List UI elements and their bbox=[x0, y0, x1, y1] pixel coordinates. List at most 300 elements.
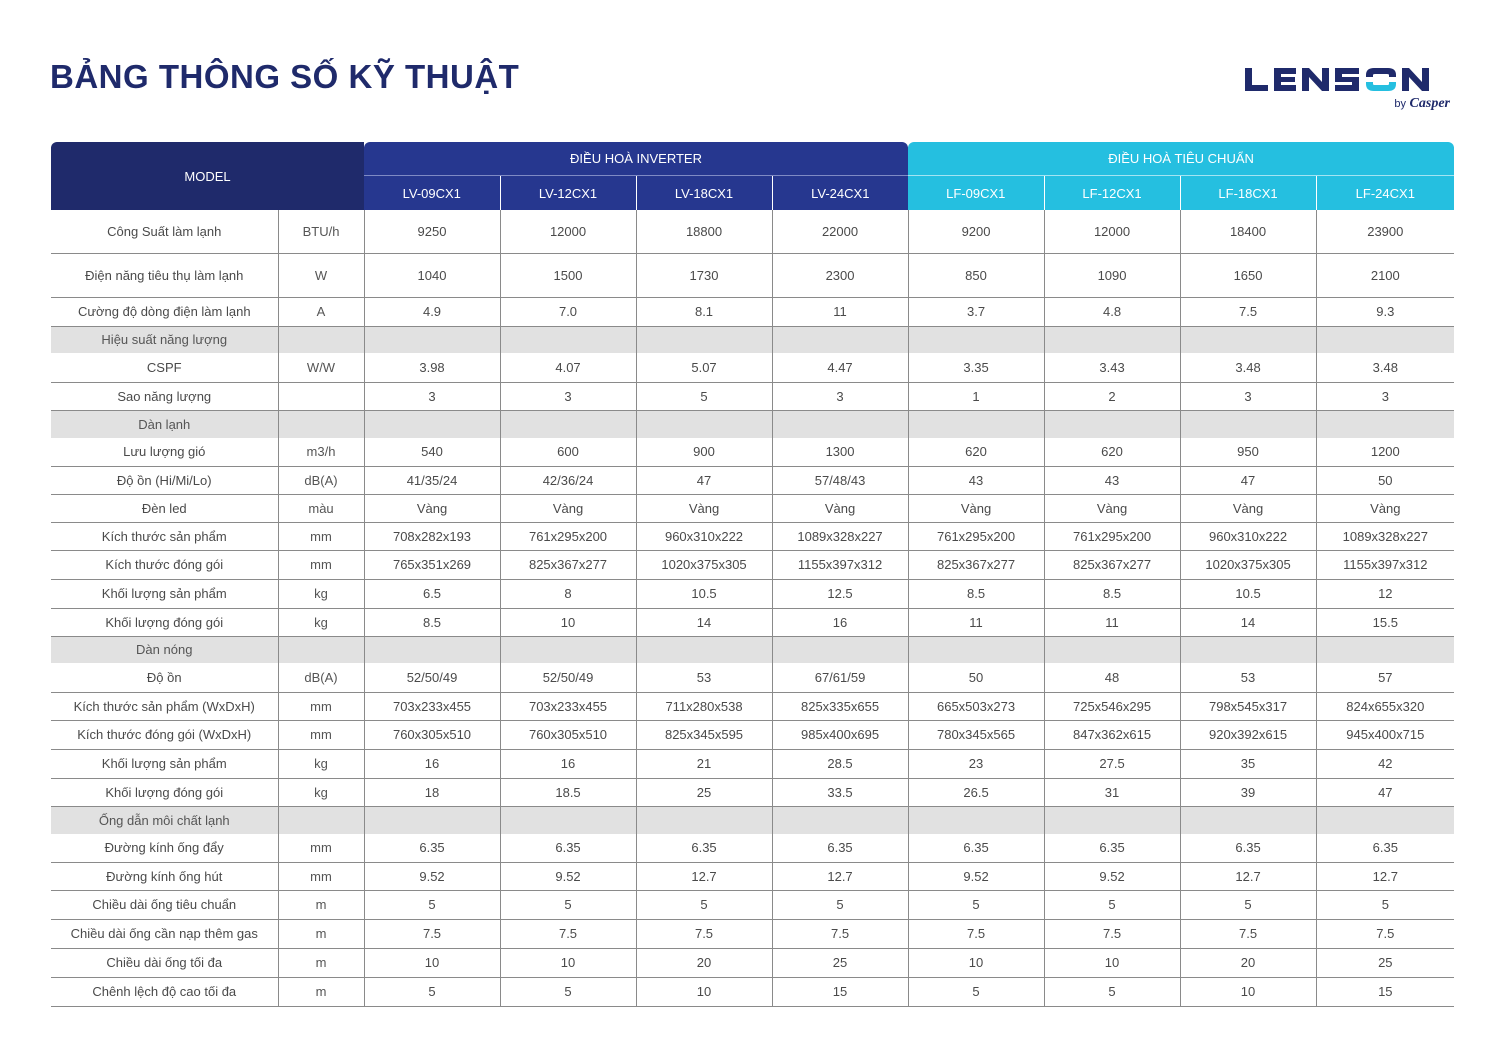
section-row bbox=[51, 326, 1454, 353]
row-label: Lưu lượng gió bbox=[51, 438, 278, 466]
model-header: MODEL bbox=[51, 142, 364, 210]
table-row bbox=[51, 692, 1454, 720]
table-row bbox=[51, 210, 1454, 253]
value-cell: 25 bbox=[1316, 948, 1454, 977]
value-cell: 6.35 bbox=[1180, 834, 1316, 862]
row-unit: kg bbox=[278, 778, 364, 806]
table-row bbox=[51, 253, 1454, 297]
value-cell: 1089x328x227 bbox=[772, 522, 908, 550]
value-cell: 18 bbox=[364, 778, 500, 806]
value-cell bbox=[1316, 410, 1454, 438]
table-row bbox=[51, 522, 1454, 550]
value-cell: 3.48 bbox=[1180, 353, 1316, 382]
spec-table bbox=[51, 142, 1454, 1007]
model-col-header: LF-12CX1 bbox=[1044, 176, 1180, 211]
value-cell: 3 bbox=[364, 382, 500, 410]
model-col-header: LV-18CX1 bbox=[636, 176, 772, 211]
row-unit: dB(A) bbox=[278, 663, 364, 692]
value-cell: 7.5 bbox=[1316, 919, 1454, 948]
value-cell bbox=[1180, 806, 1316, 834]
value-cell: 28.5 bbox=[772, 749, 908, 778]
value-cell bbox=[1044, 636, 1180, 663]
value-cell: 12.7 bbox=[1316, 862, 1454, 890]
value-cell: 3.43 bbox=[1044, 353, 1180, 382]
value-cell: 920x392x615 bbox=[1180, 720, 1316, 749]
value-cell: 50 bbox=[1316, 466, 1454, 494]
value-cell bbox=[364, 410, 500, 438]
row-unit: mm bbox=[278, 720, 364, 749]
row-unit: m bbox=[278, 919, 364, 948]
value-cell: 10.5 bbox=[636, 579, 772, 608]
section-row bbox=[51, 410, 1454, 438]
value-cell: 5 bbox=[500, 977, 636, 1006]
value-cell: 7.5 bbox=[1044, 919, 1180, 948]
spec-table-body bbox=[51, 210, 1454, 1006]
value-cell: 8.5 bbox=[1044, 579, 1180, 608]
value-cell: 53 bbox=[636, 663, 772, 692]
value-cell: 5 bbox=[908, 890, 1044, 919]
brand-byline bbox=[1394, 96, 1450, 112]
value-cell: 8.5 bbox=[908, 579, 1044, 608]
row-label: Kích thước sản phẩm bbox=[51, 522, 278, 550]
value-cell: 3 bbox=[500, 382, 636, 410]
table-row bbox=[51, 608, 1454, 636]
value-cell: 5 bbox=[1316, 890, 1454, 919]
row-unit: mm bbox=[278, 550, 364, 579]
value-cell bbox=[364, 636, 500, 663]
row-unit: W bbox=[278, 253, 364, 297]
value-cell: 6.35 bbox=[364, 834, 500, 862]
value-cell: 50 bbox=[908, 663, 1044, 692]
group-inverter-header: ĐIỀU HOÀ INVERTER bbox=[364, 142, 908, 176]
row-unit: m3/h bbox=[278, 438, 364, 466]
value-cell: 18400 bbox=[1180, 210, 1316, 253]
value-cell: 23900 bbox=[1316, 210, 1454, 253]
table-row bbox=[51, 834, 1454, 862]
row-label: Đường kính ống hút bbox=[51, 862, 278, 890]
value-cell: 725x546x295 bbox=[1044, 692, 1180, 720]
value-cell: 20 bbox=[1180, 948, 1316, 977]
table-row bbox=[51, 919, 1454, 948]
row-unit: mm bbox=[278, 692, 364, 720]
value-cell bbox=[1180, 636, 1316, 663]
value-cell: 3.98 bbox=[364, 353, 500, 382]
value-cell: 3.48 bbox=[1316, 353, 1454, 382]
row-unit: W/W bbox=[278, 353, 364, 382]
value-cell bbox=[636, 326, 772, 353]
value-cell: 600 bbox=[500, 438, 636, 466]
value-cell: 12.5 bbox=[772, 579, 908, 608]
row-unit: mm bbox=[278, 862, 364, 890]
value-cell: 5 bbox=[636, 382, 772, 410]
value-cell: 5 bbox=[1180, 890, 1316, 919]
section-label: Dàn lạnh bbox=[51, 410, 278, 438]
row-label: Chênh lệch độ cao tối đa bbox=[51, 977, 278, 1006]
value-cell: 57/48/43 bbox=[772, 466, 908, 494]
value-cell: 850 bbox=[908, 253, 1044, 297]
value-cell: 9200 bbox=[908, 210, 1044, 253]
brand-logo bbox=[1242, 62, 1454, 118]
row-label: Đèn led bbox=[51, 494, 278, 522]
value-cell: 1020x375x305 bbox=[1180, 550, 1316, 579]
value-cell: 1 bbox=[908, 382, 1044, 410]
value-cell: 18.5 bbox=[500, 778, 636, 806]
value-cell: 12000 bbox=[1044, 210, 1180, 253]
value-cell: 5 bbox=[500, 890, 636, 919]
value-cell: 14 bbox=[1180, 608, 1316, 636]
row-label: Chiều dài ống tiêu chuẩn bbox=[51, 890, 278, 919]
row-unit bbox=[278, 636, 364, 663]
value-cell: 16 bbox=[364, 749, 500, 778]
value-cell: 47 bbox=[636, 466, 772, 494]
section-label: Hiệu suất năng lượng bbox=[51, 326, 278, 353]
page-title: BẢNG THÔNG SỐ KỸ THUẬT bbox=[50, 58, 520, 95]
value-cell: 11 bbox=[772, 297, 908, 326]
value-cell: 15 bbox=[772, 977, 908, 1006]
value-cell: 7.5 bbox=[636, 919, 772, 948]
value-cell: 10 bbox=[500, 948, 636, 977]
value-cell: 26.5 bbox=[908, 778, 1044, 806]
value-cell: 825x367x277 bbox=[500, 550, 636, 579]
section-label: Dàn nóng bbox=[51, 636, 278, 663]
value-cell bbox=[1180, 326, 1316, 353]
value-cell: 7.5 bbox=[772, 919, 908, 948]
value-cell: 761x295x200 bbox=[1044, 522, 1180, 550]
value-cell bbox=[908, 806, 1044, 834]
row-unit: m bbox=[278, 977, 364, 1006]
value-cell: 711x280x538 bbox=[636, 692, 772, 720]
value-cell: 620 bbox=[908, 438, 1044, 466]
value-cell: 25 bbox=[636, 778, 772, 806]
table-row bbox=[51, 749, 1454, 778]
value-cell bbox=[908, 410, 1044, 438]
value-cell: 825x367x277 bbox=[908, 550, 1044, 579]
value-cell bbox=[908, 326, 1044, 353]
value-cell: 6.35 bbox=[1316, 834, 1454, 862]
model-col-header: LF-09CX1 bbox=[908, 176, 1044, 211]
value-cell: 12.7 bbox=[636, 862, 772, 890]
value-cell: 43 bbox=[908, 466, 1044, 494]
value-cell: 3 bbox=[1180, 382, 1316, 410]
value-cell: Vàng bbox=[500, 494, 636, 522]
row-unit bbox=[278, 410, 364, 438]
model-col-header: LF-18CX1 bbox=[1180, 176, 1316, 211]
value-cell: 620 bbox=[1044, 438, 1180, 466]
value-cell: 2100 bbox=[1316, 253, 1454, 297]
value-cell bbox=[500, 806, 636, 834]
value-cell: 11 bbox=[1044, 608, 1180, 636]
value-cell: 67/61/59 bbox=[772, 663, 908, 692]
value-cell: 15.5 bbox=[1316, 608, 1454, 636]
value-cell: 47 bbox=[1180, 466, 1316, 494]
value-cell: 1089x328x227 bbox=[1316, 522, 1454, 550]
value-cell: 7.5 bbox=[364, 919, 500, 948]
group-standard-header: ĐIỀU HOÀ TIÊU CHUẨN bbox=[908, 142, 1454, 176]
row-unit bbox=[278, 382, 364, 410]
value-cell: 960x310x222 bbox=[1180, 522, 1316, 550]
value-cell: 8 bbox=[500, 579, 636, 608]
value-cell: 12000 bbox=[500, 210, 636, 253]
value-cell: Vàng bbox=[1044, 494, 1180, 522]
value-cell bbox=[772, 410, 908, 438]
value-cell: 25 bbox=[772, 948, 908, 977]
table-row bbox=[51, 438, 1454, 466]
value-cell: 7.5 bbox=[1180, 919, 1316, 948]
value-cell: 985x400x695 bbox=[772, 720, 908, 749]
value-cell: 23 bbox=[908, 749, 1044, 778]
value-cell: 10 bbox=[364, 948, 500, 977]
value-cell: 33.5 bbox=[772, 778, 908, 806]
value-cell: 1730 bbox=[636, 253, 772, 297]
value-cell: 10 bbox=[1044, 948, 1180, 977]
table-row bbox=[51, 297, 1454, 326]
value-cell: 760x305x510 bbox=[364, 720, 500, 749]
value-cell: 10.5 bbox=[1180, 579, 1316, 608]
value-cell: 824x655x320 bbox=[1316, 692, 1454, 720]
value-cell bbox=[636, 636, 772, 663]
value-cell: 4.9 bbox=[364, 297, 500, 326]
value-cell: 5 bbox=[908, 977, 1044, 1006]
row-unit: mm bbox=[278, 834, 364, 862]
table-row bbox=[51, 382, 1454, 410]
value-cell: 825x335x655 bbox=[772, 692, 908, 720]
value-cell: 42/36/24 bbox=[500, 466, 636, 494]
value-cell: 41/35/24 bbox=[364, 466, 500, 494]
brand-by: by bbox=[1394, 98, 1407, 110]
value-cell: 765x351x269 bbox=[364, 550, 500, 579]
value-cell: 760x305x510 bbox=[500, 720, 636, 749]
value-cell: 1155x397x312 bbox=[1316, 550, 1454, 579]
value-cell: Vàng bbox=[1180, 494, 1316, 522]
value-cell: 6.35 bbox=[908, 834, 1044, 862]
brand-casper: Casper bbox=[1409, 96, 1450, 111]
row-unit: mm bbox=[278, 522, 364, 550]
value-cell: 4.47 bbox=[772, 353, 908, 382]
value-cell: Vàng bbox=[908, 494, 1044, 522]
value-cell: 20 bbox=[636, 948, 772, 977]
value-cell bbox=[1044, 806, 1180, 834]
row-label: Độ ồn bbox=[51, 663, 278, 692]
value-cell: 52/50/49 bbox=[500, 663, 636, 692]
value-cell: 9.52 bbox=[364, 862, 500, 890]
row-label: Kích thước đóng gói bbox=[51, 550, 278, 579]
table-row bbox=[51, 720, 1454, 749]
model-col-header: LV-12CX1 bbox=[500, 176, 636, 211]
model-col-header: LV-09CX1 bbox=[364, 176, 500, 211]
value-cell: 7.5 bbox=[908, 919, 1044, 948]
row-label: Sao năng lượng bbox=[51, 382, 278, 410]
row-label: Chiều dài ống cần nạp thêm gas bbox=[51, 919, 278, 948]
value-cell: 900 bbox=[636, 438, 772, 466]
value-cell: 665x503x273 bbox=[908, 692, 1044, 720]
table-row bbox=[51, 890, 1454, 919]
table-row bbox=[51, 778, 1454, 806]
value-cell: 9.52 bbox=[1044, 862, 1180, 890]
value-cell: 5 bbox=[364, 977, 500, 1006]
value-cell: 42 bbox=[1316, 749, 1454, 778]
value-cell: 5 bbox=[1044, 977, 1180, 1006]
value-cell: Vàng bbox=[1316, 494, 1454, 522]
value-cell: 48 bbox=[1044, 663, 1180, 692]
row-unit: BTU/h bbox=[278, 210, 364, 253]
table-row bbox=[51, 948, 1454, 977]
value-cell: 3.7 bbox=[908, 297, 1044, 326]
value-cell bbox=[772, 326, 908, 353]
value-cell bbox=[364, 806, 500, 834]
value-cell: 9.3 bbox=[1316, 297, 1454, 326]
row-unit: kg bbox=[278, 579, 364, 608]
lenson-wordmark bbox=[1242, 62, 1454, 96]
value-cell: Vàng bbox=[636, 494, 772, 522]
value-cell bbox=[1316, 806, 1454, 834]
value-cell: 4.07 bbox=[500, 353, 636, 382]
table-row bbox=[51, 353, 1454, 382]
row-label: Khối lượng đóng gói bbox=[51, 608, 278, 636]
value-cell: 708x282x193 bbox=[364, 522, 500, 550]
value-cell: 21 bbox=[636, 749, 772, 778]
value-cell bbox=[772, 636, 908, 663]
value-cell: 31 bbox=[1044, 778, 1180, 806]
row-unit: m bbox=[278, 948, 364, 977]
value-cell: 960x310x222 bbox=[636, 522, 772, 550]
table-row bbox=[51, 977, 1454, 1006]
value-cell: 5.07 bbox=[636, 353, 772, 382]
section-row bbox=[51, 806, 1454, 834]
value-cell: 1500 bbox=[500, 253, 636, 297]
value-cell: 6.35 bbox=[1044, 834, 1180, 862]
value-cell: 35 bbox=[1180, 749, 1316, 778]
value-cell: 18800 bbox=[636, 210, 772, 253]
value-cell: 9.52 bbox=[500, 862, 636, 890]
value-cell: 2300 bbox=[772, 253, 908, 297]
table-row bbox=[51, 663, 1454, 692]
value-cell bbox=[772, 806, 908, 834]
row-label: Cường độ dòng điện làm lạnh bbox=[51, 297, 278, 326]
row-unit: màu bbox=[278, 494, 364, 522]
row-unit: m bbox=[278, 890, 364, 919]
value-cell: 5 bbox=[772, 890, 908, 919]
value-cell bbox=[500, 326, 636, 353]
value-cell: 5 bbox=[364, 890, 500, 919]
table-row bbox=[51, 494, 1454, 522]
value-cell bbox=[500, 636, 636, 663]
value-cell: 3 bbox=[1316, 382, 1454, 410]
table-row bbox=[51, 579, 1454, 608]
value-cell: 798x545x317 bbox=[1180, 692, 1316, 720]
value-cell: 9250 bbox=[364, 210, 500, 253]
value-cell: 12 bbox=[1316, 579, 1454, 608]
row-unit: kg bbox=[278, 749, 364, 778]
value-cell: 945x400x715 bbox=[1316, 720, 1454, 749]
row-unit bbox=[278, 806, 364, 834]
value-cell: 5 bbox=[636, 890, 772, 919]
row-label: Kích thước đóng gói (WxDxH) bbox=[51, 720, 278, 749]
value-cell: 57 bbox=[1316, 663, 1454, 692]
row-label: Chiều dài ống tối đa bbox=[51, 948, 278, 977]
row-label: Khối lượng sản phẩm bbox=[51, 749, 278, 778]
table-row bbox=[51, 550, 1454, 579]
value-cell: 6.35 bbox=[500, 834, 636, 862]
value-cell: 703x233x455 bbox=[500, 692, 636, 720]
table-row bbox=[51, 862, 1454, 890]
value-cell bbox=[1316, 326, 1454, 353]
row-label: Khối lượng đóng gói bbox=[51, 778, 278, 806]
value-cell: 6.35 bbox=[636, 834, 772, 862]
row-unit: dB(A) bbox=[278, 466, 364, 494]
value-cell bbox=[500, 410, 636, 438]
value-cell: 10 bbox=[636, 977, 772, 1006]
value-cell: 16 bbox=[772, 608, 908, 636]
row-unit: kg bbox=[278, 608, 364, 636]
value-cell: 53 bbox=[1180, 663, 1316, 692]
row-label: Điện năng tiêu thụ làm lạnh bbox=[51, 253, 278, 297]
table-row bbox=[51, 466, 1454, 494]
value-cell: 8.1 bbox=[636, 297, 772, 326]
value-cell bbox=[636, 410, 772, 438]
model-col-header: LV-24CX1 bbox=[772, 176, 908, 211]
section-label: Ống dẫn môi chất lạnh bbox=[51, 806, 278, 834]
section-row bbox=[51, 636, 1454, 663]
value-cell: 10 bbox=[908, 948, 1044, 977]
row-label: Công Suất làm lạnh bbox=[51, 210, 278, 253]
value-cell bbox=[636, 806, 772, 834]
value-cell: 1155x397x312 bbox=[772, 550, 908, 579]
value-cell: 1300 bbox=[772, 438, 908, 466]
value-cell: Vàng bbox=[772, 494, 908, 522]
model-col-header: LF-24CX1 bbox=[1316, 176, 1454, 211]
value-cell: 11 bbox=[908, 608, 1044, 636]
value-cell: 16 bbox=[500, 749, 636, 778]
value-cell: 761x295x200 bbox=[500, 522, 636, 550]
value-cell bbox=[908, 636, 1044, 663]
value-cell: 761x295x200 bbox=[908, 522, 1044, 550]
value-cell bbox=[1180, 410, 1316, 438]
value-cell: 12.7 bbox=[1180, 862, 1316, 890]
row-unit: A bbox=[278, 297, 364, 326]
value-cell: 3 bbox=[772, 382, 908, 410]
value-cell: 15 bbox=[1316, 977, 1454, 1006]
value-cell: 10 bbox=[1180, 977, 1316, 1006]
value-cell: 1200 bbox=[1316, 438, 1454, 466]
value-cell bbox=[1044, 326, 1180, 353]
value-cell: 540 bbox=[364, 438, 500, 466]
value-cell: 950 bbox=[1180, 438, 1316, 466]
value-cell: 1090 bbox=[1044, 253, 1180, 297]
value-cell: 47 bbox=[1316, 778, 1454, 806]
value-cell: 703x233x455 bbox=[364, 692, 500, 720]
value-cell: 780x345x565 bbox=[908, 720, 1044, 749]
value-cell bbox=[1316, 636, 1454, 663]
value-cell: 4.8 bbox=[1044, 297, 1180, 326]
value-cell: 1650 bbox=[1180, 253, 1316, 297]
value-cell bbox=[1044, 410, 1180, 438]
value-cell: 12.7 bbox=[772, 862, 908, 890]
value-cell: 7.0 bbox=[500, 297, 636, 326]
value-cell: 5 bbox=[1044, 890, 1180, 919]
value-cell: 847x362x615 bbox=[1044, 720, 1180, 749]
row-unit bbox=[278, 326, 364, 353]
row-label: Độ ồn (Hi/Mi/Lo) bbox=[51, 466, 278, 494]
value-cell: 825x345x595 bbox=[636, 720, 772, 749]
value-cell: 14 bbox=[636, 608, 772, 636]
value-cell bbox=[364, 326, 500, 353]
value-cell: 22000 bbox=[772, 210, 908, 253]
value-cell: 10 bbox=[500, 608, 636, 636]
value-cell: 3.35 bbox=[908, 353, 1044, 382]
value-cell: 1040 bbox=[364, 253, 500, 297]
value-cell: 2 bbox=[1044, 382, 1180, 410]
value-cell: 1020x375x305 bbox=[636, 550, 772, 579]
